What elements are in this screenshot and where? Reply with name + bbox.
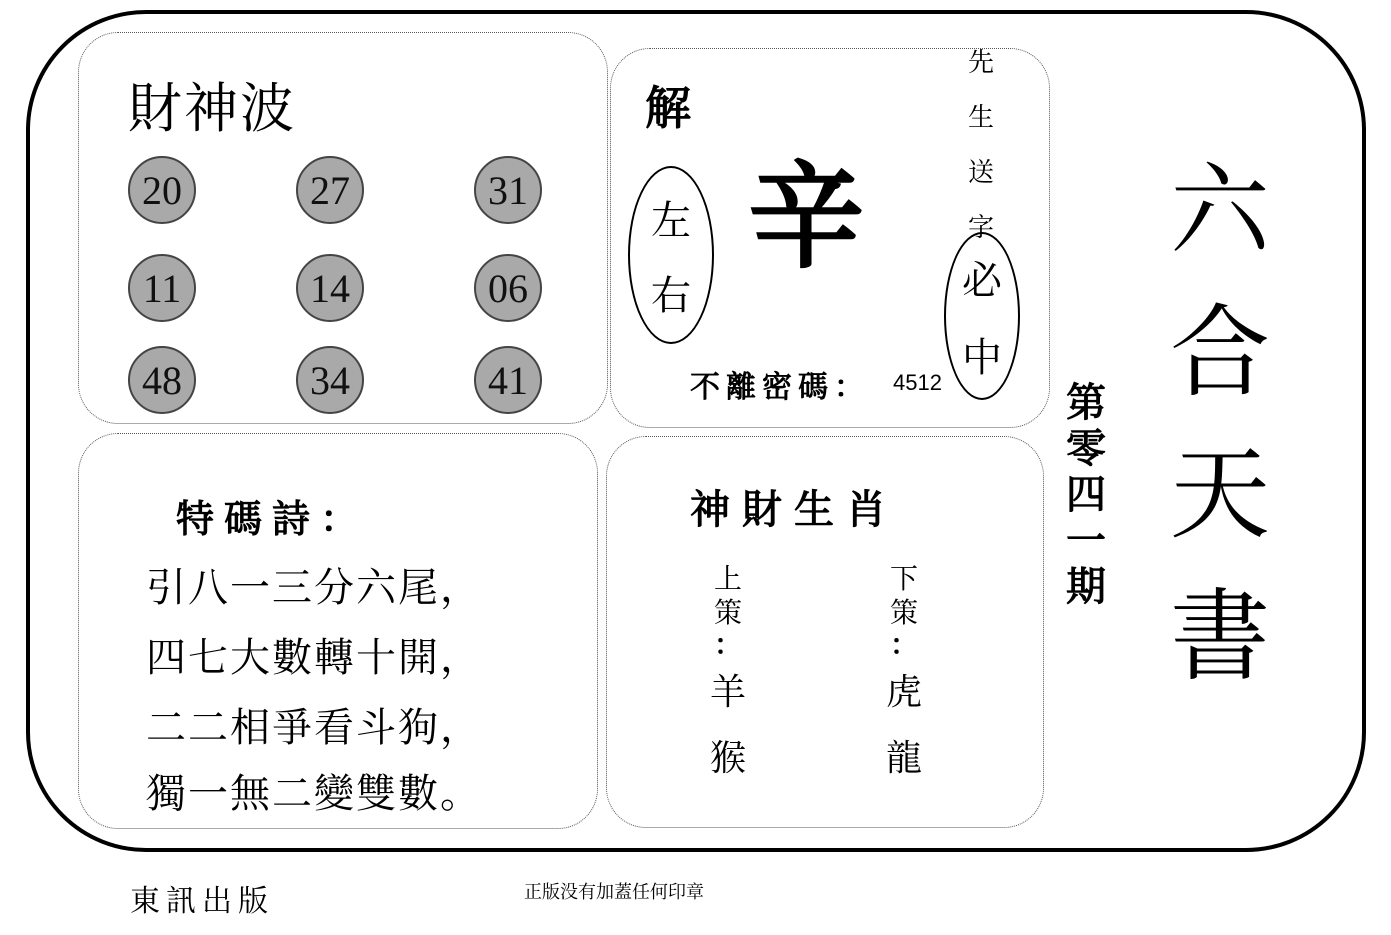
wave-title: 財神波 <box>128 77 296 140</box>
number-ball: 34 <box>296 346 364 414</box>
upper-animal: 羊 <box>710 672 747 713</box>
publisher: 東訊出版 <box>130 884 274 919</box>
gift-char: 先 <box>968 48 995 78</box>
book-title-char: 書 <box>1170 578 1270 695</box>
main-character: 辛 <box>748 150 864 285</box>
gift-char: 字 <box>968 213 995 243</box>
issue-char: 四 <box>1066 472 1106 518</box>
number-ball: 14 <box>296 254 364 322</box>
poem-title: 特碼詩： <box>176 497 369 541</box>
lower-plan-label: 策 <box>890 596 919 629</box>
issue-char: 第 <box>1066 380 1106 426</box>
must-hit-oval <box>944 232 1020 400</box>
oval-left-char: 右 <box>651 273 691 319</box>
upper-plan-label: 上 <box>714 562 743 595</box>
upper-plan-label: 策 <box>714 596 743 629</box>
code-label: 不離密碼： <box>690 370 870 405</box>
upper-plan-column <box>710 562 746 792</box>
oval-right-char: 必 <box>962 258 1002 304</box>
number-ball: 48 <box>128 346 196 414</box>
book-title <box>1170 140 1270 708</box>
lower-plan-column <box>886 562 922 792</box>
lower-animal: 虎 <box>886 672 923 713</box>
authenticity-note: 正版没有加蓋任何印章 <box>524 882 704 903</box>
gift-char: 送 <box>968 158 995 188</box>
poem-line: 引八一三分六尾， <box>146 565 482 611</box>
number-ball: 06 <box>474 254 542 322</box>
poem-line: 獨一無二變雙數。 <box>146 771 482 817</box>
upper-colon: ： <box>714 628 743 661</box>
zodiac-title: 神財生肖 <box>690 487 898 533</box>
book-title-char: 六 <box>1170 152 1270 269</box>
issue-char: 期 <box>1066 564 1106 610</box>
upper-animal: 猴 <box>710 738 747 779</box>
number-ball: 20 <box>128 156 196 224</box>
number-ball: 11 <box>128 254 196 322</box>
book-title-char: 天 <box>1170 436 1270 553</box>
lower-colon: ： <box>890 628 919 661</box>
oval-right-char: 中 <box>962 335 1002 381</box>
left-right-oval <box>628 166 714 344</box>
poem-line: 四七大數轉十開， <box>146 635 482 681</box>
poem-line: 二二相爭看斗狗， <box>146 705 482 751</box>
issue-char: 一 <box>1066 518 1106 564</box>
code-value: 4512 <box>893 370 942 395</box>
book-title-char: 合 <box>1170 294 1270 411</box>
issue-char: 零 <box>1066 426 1106 472</box>
number-ball: 31 <box>474 156 542 224</box>
oval-left-char: 左 <box>651 198 691 244</box>
number-ball: 27 <box>296 156 364 224</box>
number-ball: 41 <box>474 346 542 414</box>
issue-number <box>1066 380 1106 610</box>
gift-text <box>968 42 994 244</box>
decode-heading: 解 <box>645 81 691 135</box>
lower-animal: 龍 <box>886 738 923 779</box>
lower-plan-label: 下 <box>890 562 919 595</box>
gift-char: 生 <box>968 103 995 133</box>
